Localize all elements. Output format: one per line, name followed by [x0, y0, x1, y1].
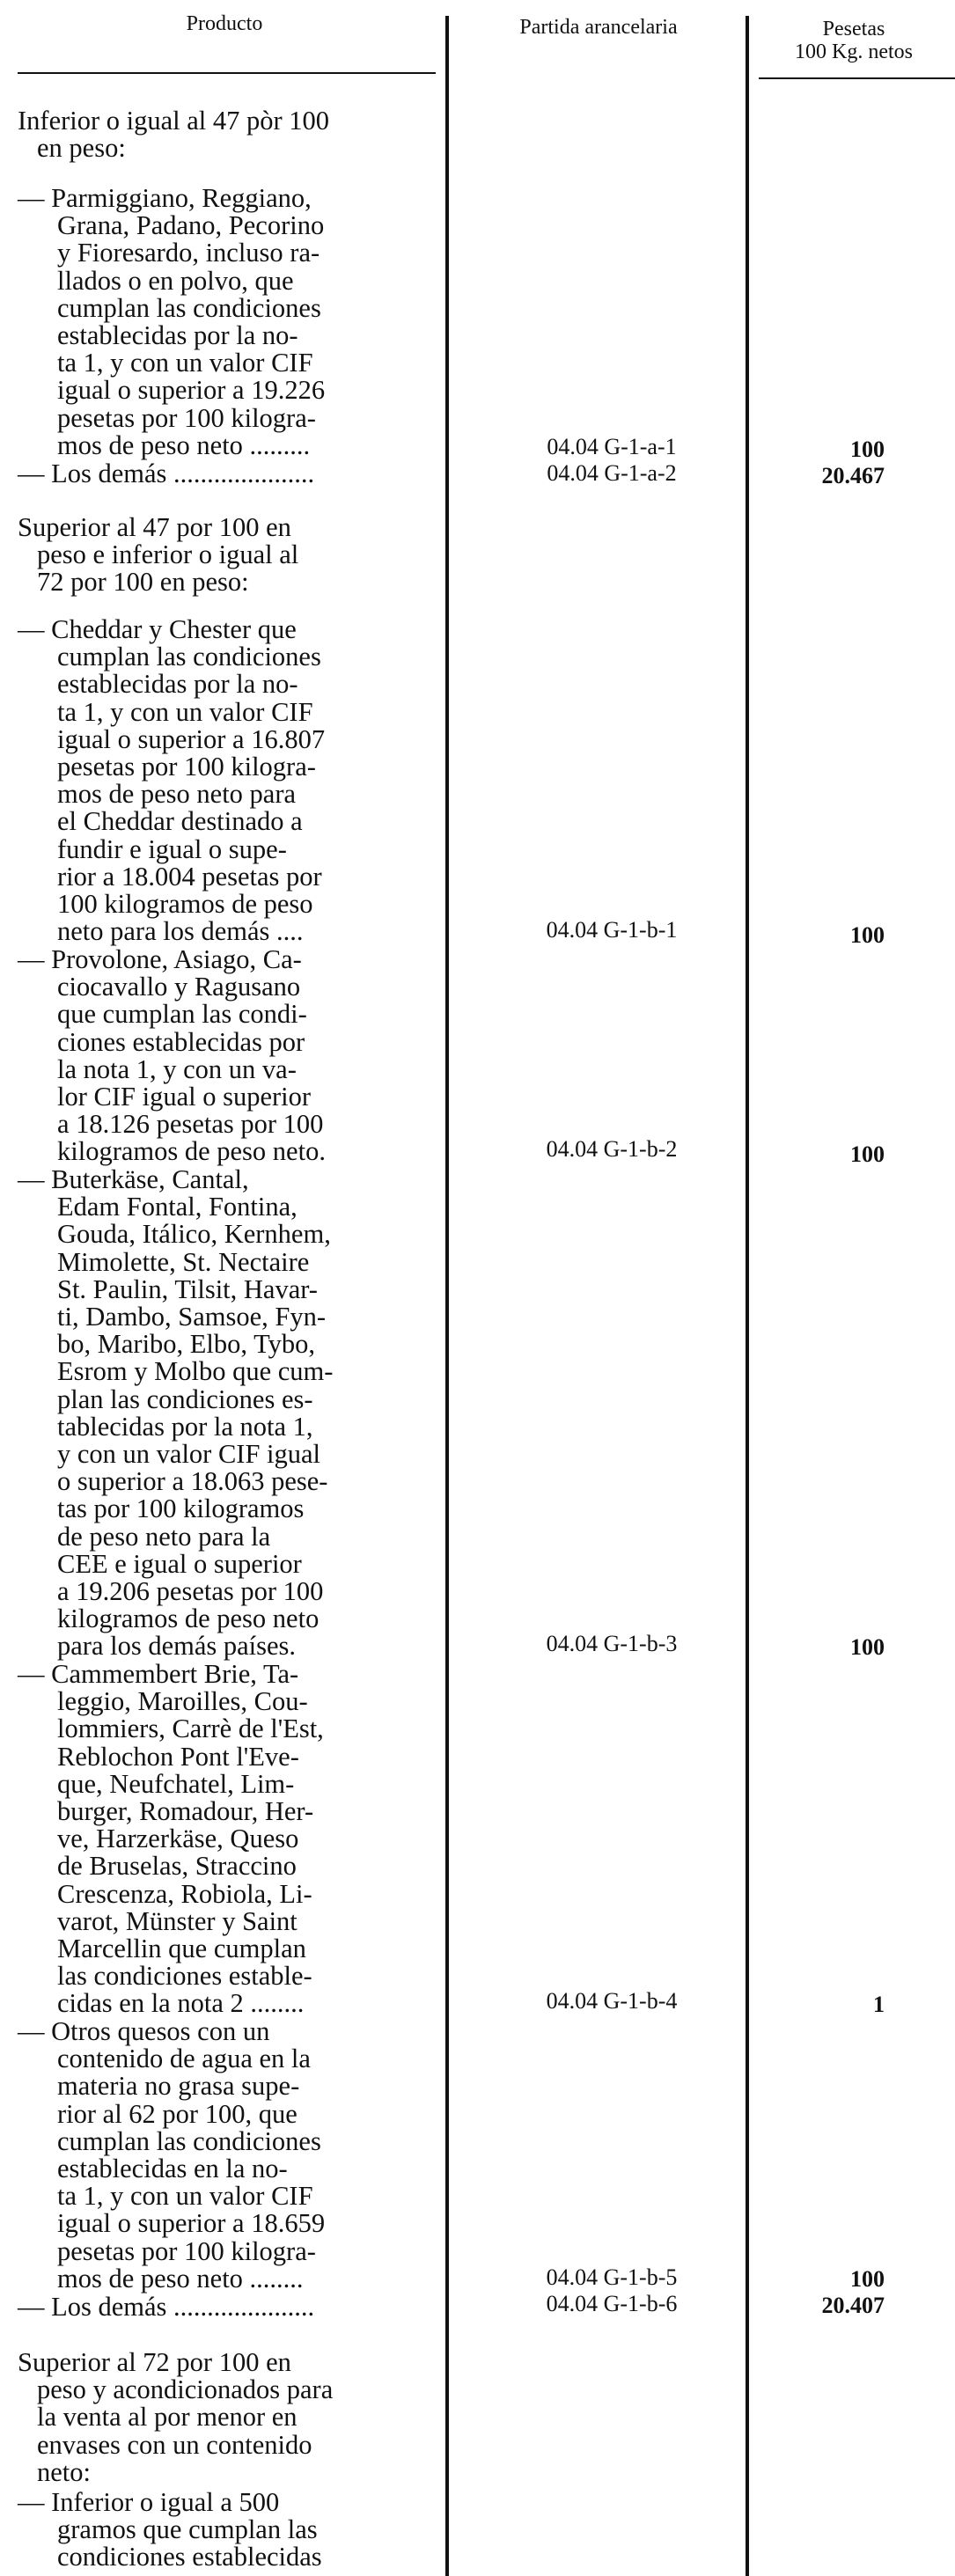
- text-line: kilogramos de peso neto: [57, 1604, 320, 1634]
- tariff-code: 04.04 G-1-b-4: [546, 1988, 678, 2014]
- text-line: — Los demás .....................: [18, 2292, 315, 2322]
- text-line: contenido de agua en la: [57, 2044, 311, 2074]
- price-value: 20.407: [821, 2293, 885, 2318]
- price-value: 100: [850, 437, 885, 462]
- item-cammembert: [18, 1661, 444, 2018]
- text-line: — Cheddar y Chester que: [18, 614, 297, 644]
- text-line: tablecidas por la nota 1,: [57, 1411, 313, 1442]
- text-line: mos de peso neto .........: [57, 429, 311, 460]
- section-heading-47-72: [18, 514, 444, 597]
- text-line: envases con un contenido: [37, 2429, 312, 2460]
- tariff-code: 04.04 G-1-a-1: [547, 434, 677, 459]
- text-line: de peso neto para la: [57, 1521, 271, 1552]
- text-line: que cumplan las condi-: [57, 999, 307, 1030]
- text-line: — Cammembert Brie, Ta-: [18, 1659, 299, 1689]
- item-parmiggiano: [18, 185, 444, 459]
- price-value: 100: [850, 1634, 885, 1660]
- text-line: ta 1, y con un valor CIF: [57, 2181, 313, 2212]
- text-line: lommiers, Carrè de l'Est,: [57, 1714, 324, 1744]
- text-line: cidas en la nota 2 ........: [57, 1988, 305, 2019]
- text-line: en peso:: [37, 133, 126, 164]
- text-line: Gouda, Itálico, Kernhem,: [57, 1219, 331, 1250]
- text-line: lor CIF igual o superior: [57, 1082, 312, 1112]
- text-line: cumplan las condiciones: [57, 2125, 321, 2156]
- text-line: Marcellin que cumplan: [57, 1934, 306, 1964]
- text-line: las condiciones estable-: [57, 1961, 312, 1992]
- header-pesetas-line2: 100 Kg. netos: [795, 40, 913, 63]
- text-line: igual o superior a 19.226: [57, 375, 326, 406]
- header-producto: Producto: [186, 12, 263, 35]
- text-line: Esrom y Molbo que cum-: [57, 1356, 334, 1387]
- text-line: Superior al 72 por 100 en: [18, 2347, 291, 2377]
- text-line: ciones establecidas por: [57, 1026, 305, 1057]
- text-line: igual o superior a 16.807: [57, 723, 326, 754]
- text-line: 100 kilogramos de peso: [57, 889, 313, 920]
- text-line: Crescenza, Robiola, Li-: [57, 1878, 312, 1909]
- text-line: ti, Dambo, Samsoe, Fyn-: [57, 1302, 326, 1332]
- item-otros-quesos: [18, 2018, 444, 2293]
- text-line: peso e inferior o igual al: [37, 539, 299, 570]
- tariff-code: 04.04 G-1-b-2: [546, 1136, 678, 1162]
- text-line: o superior a 18.063 pese-: [57, 1466, 328, 1497]
- text-line: el Cheddar destinado a: [57, 806, 303, 837]
- text-line: ciocavallo y Ragusano: [57, 972, 301, 1002]
- text-line: bo, Maribo, Elbo, Tybo,: [57, 1329, 315, 1360]
- text-line: neto:: [37, 2456, 91, 2487]
- tariff-code: 04.04 G-1-b-6: [546, 2291, 678, 2316]
- text-line: llados o en polvo, que: [57, 265, 294, 296]
- header-pesetas: [753, 18, 955, 63]
- text-line: de Bruselas, Straccino: [57, 1851, 297, 1882]
- item-los-demas-a: [18, 460, 444, 488]
- text-line: rior a 18.004 pesetas por: [57, 861, 322, 892]
- text-line: establecidas en la no-: [57, 2154, 288, 2184]
- text-line: a 19.206 pesetas por 100: [57, 1576, 324, 1607]
- tariff-code: 04.04 G-1-b-3: [546, 1631, 678, 1656]
- header-partida: Partida arancelaria: [519, 16, 678, 39]
- text-line: que, Neufchatel, Lim-: [57, 1768, 295, 1799]
- text-line: leggio, Maroilles, Cou-: [57, 1686, 308, 1717]
- text-line: ta 1, y con un valor CIF: [57, 348, 313, 378]
- column-divider-right: [746, 16, 749, 2576]
- item-cheddar: [18, 616, 444, 945]
- header-rule-right: [759, 77, 955, 79]
- text-line: rior al 62 por 100, que: [57, 2098, 298, 2129]
- text-line: Edam Fontal, Fontina,: [57, 1192, 298, 1222]
- text-line: St. Paulin, Tilsit, Havar-: [57, 1273, 318, 1304]
- header-rule-left: [18, 72, 436, 74]
- column-divider-left: [445, 16, 449, 2576]
- text-line: para los demás países.: [57, 1631, 297, 1662]
- text-line: pesetas por 100 kilogra-: [57, 402, 316, 433]
- text-line: condiciones establecidas: [57, 2542, 322, 2572]
- text-line: 72 por 100 en peso:: [37, 567, 249, 598]
- item-provolone: [18, 946, 444, 1166]
- text-line: — Los demás .....................: [18, 459, 315, 488]
- text-line: kilogramos de peso neto.: [57, 1136, 326, 1167]
- price-value: 1: [873, 1992, 885, 2017]
- text-line: la nota 1, y con un va-: [57, 1053, 297, 1084]
- text-line: mos de peso neto ........: [57, 2263, 304, 2293]
- text-line: establecidas por la no-: [57, 669, 298, 700]
- tariff-code: 04.04 G-1-b-1: [546, 917, 678, 943]
- text-line: Reblochon Pont l'Eve-: [57, 1741, 299, 1772]
- price-value: 20.467: [821, 463, 885, 488]
- item-inferior-500g: [18, 2489, 444, 2572]
- text-line: — Buterkäse, Cantal,: [18, 1164, 249, 1194]
- text-line: pesetas por 100 kilogra-: [57, 2235, 316, 2266]
- price-value: 100: [850, 1141, 885, 1167]
- text-line: neto para los demás ....: [57, 916, 304, 947]
- tariff-code: 04.04 G-1-a-2: [547, 460, 677, 486]
- text-line: fundir e igual o supe-: [57, 833, 287, 864]
- text-line: — Provolone, Asiago, Ca-: [18, 944, 302, 974]
- text-line: gramos que cumplan las: [57, 2514, 318, 2545]
- text-line: establecidas por la no-: [57, 320, 298, 351]
- item-buterkase: [18, 1166, 444, 1661]
- text-line: — Inferior o igual a 500: [18, 2487, 280, 2517]
- text-line: ve, Harzerkäse, Queso: [57, 1824, 299, 1854]
- text-line: Superior al 47 por 100 en: [18, 512, 291, 542]
- header-pesetas-line1: Pesetas: [822, 18, 885, 40]
- text-line: burger, Romadour, Her-: [57, 1796, 314, 1827]
- text-line: ta 1, y con un valor CIF: [57, 696, 313, 727]
- text-line: peso y acondicionados para: [37, 2374, 334, 2405]
- price-value: 100: [850, 922, 885, 948]
- text-line: Mimolette, St. Nectaire: [57, 1246, 310, 1277]
- text-line: — Parmiggiano, Reggiano,: [18, 183, 312, 213]
- text-line: a 18.126 pesetas por 100: [57, 1109, 324, 1140]
- text-line: igual o superior a 18.659: [57, 2208, 326, 2239]
- text-line: cumplan las condiciones: [57, 292, 321, 323]
- text-line: la venta al por menor en: [37, 2402, 298, 2433]
- tariff-code: 04.04 G-1-b-5: [546, 2264, 678, 2290]
- text-line: — Otros quesos con un: [18, 2016, 270, 2046]
- price-value: 100: [850, 2266, 885, 2292]
- text-line: mos de peso neto para: [57, 779, 297, 810]
- text-line: plan las condiciones es-: [57, 1383, 313, 1414]
- text-line: Grana, Padano, Pecorino: [57, 210, 325, 241]
- text-line: cumplan las condiciones: [57, 642, 321, 672]
- text-line: y con un valor CIF igual: [57, 1439, 321, 1470]
- text-line: Inferior o igual al 47 pòr 100: [18, 106, 330, 136]
- text-line: CEE e igual o superior: [57, 1548, 302, 1579]
- section-heading-47: [18, 107, 444, 162]
- item-los-demas-b: [18, 2293, 444, 2321]
- text-line: y Fioresardo, incluso ra-: [57, 238, 320, 268]
- section-heading-72: [18, 2349, 444, 2486]
- text-line: pesetas por 100 kilogra-: [57, 752, 316, 782]
- text-line: tas por 100 kilogramos: [57, 1493, 305, 1524]
- text-line: materia no grasa supe-: [57, 2071, 300, 2102]
- text-line: varot, Münster y Saint: [57, 1905, 298, 1936]
